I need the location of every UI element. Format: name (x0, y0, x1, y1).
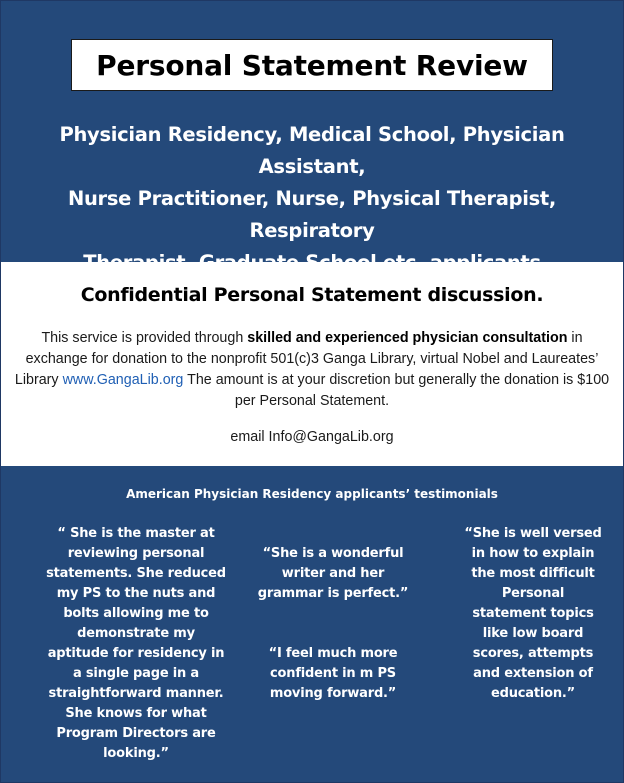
testimonial-quote: “I feel much more confident in m PS moving forward.” (268, 646, 398, 701)
section-heading: Confidential Personal Statement discussion. (80, 284, 544, 306)
title-box (71, 39, 553, 91)
testimonials-heading: American Physician Residency applicants’ testimonials (126, 487, 498, 501)
subtitle-line: Nurse Practitioner, Nurse, Physical Therapist, Respiratory (67, 187, 557, 242)
description-middle: in exchange for donation to the nonprofit 501(c)3 Ganga Library, virtual Nobel and Laureates’ Library (14, 330, 599, 388)
page-title: Personal Statement Review (96, 48, 528, 82)
header-panel (1, 1, 623, 262)
subtitle-line: Physician Residency, Medical School, Physician Assistant, (59, 123, 565, 178)
website-link[interactable]: www.GangaLib.org (62, 372, 184, 388)
testimonial-quote: “She is a wonderful writer and her grammar is perfect.” (257, 546, 409, 601)
description-intro: This service is provided through (41, 330, 248, 346)
testimonials-panel (1, 466, 623, 782)
description-bold: skilled and experienced physician consultation (247, 330, 568, 346)
testimonial-quote: “ She is the master at reviewing personal statements. She reduced my PS to the nuts and bolts allowing me to demonstrate my aptitude for residency in a single page in a straightforward manner. She knows for what Program Directors are looking.” (46, 526, 226, 761)
contact-email[interactable]: email Info@GangaLib.org (230, 429, 394, 445)
service-description (9, 328, 615, 412)
info-panel (1, 262, 623, 466)
description-end: The amount is at your discretion but generally the donation is $100 per Personal Statement. (183, 372, 610, 409)
applicant-types (11, 119, 613, 279)
testimonial-quote: “She is well versed in how to explain the most difficult Personal statement topics like low board scores, attempts and extension of education.” (464, 526, 602, 701)
